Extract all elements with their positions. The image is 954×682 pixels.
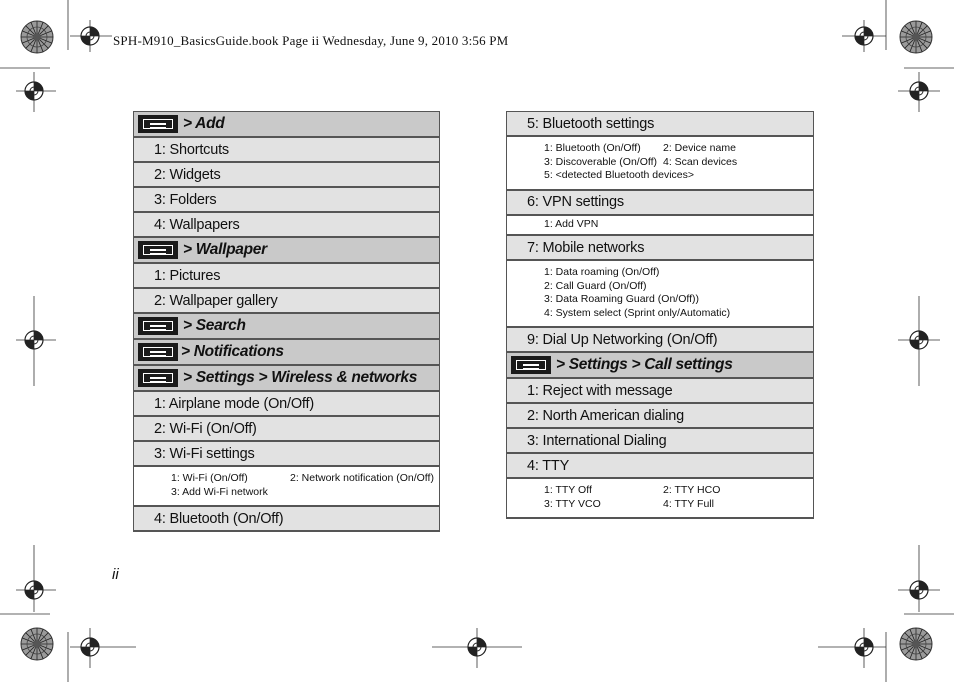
item-label: 4: Wallpapers bbox=[154, 216, 240, 233]
item-label: 2: Widgets bbox=[154, 166, 221, 183]
color-target-icon bbox=[21, 628, 53, 660]
item-label: 7: Mobile networks bbox=[527, 239, 645, 256]
notifications-header-label: > Notifications bbox=[181, 343, 284, 360]
registration-mark-icon bbox=[81, 638, 99, 656]
registration-mark-icon bbox=[910, 331, 928, 349]
registration-mark-icon bbox=[25, 581, 43, 599]
item-label: 2: Wallpaper gallery bbox=[154, 292, 278, 309]
item-label: 3: International Dialing bbox=[527, 432, 667, 449]
registration-mark-icon bbox=[855, 27, 873, 45]
item-label: 1: Shortcuts bbox=[154, 141, 229, 158]
item-label: 1: Reject with message bbox=[527, 382, 673, 399]
search-header-label: > Search bbox=[183, 317, 246, 334]
color-target-icon bbox=[21, 21, 53, 53]
registration-mark-icon bbox=[25, 82, 43, 100]
sub-item: 1: Data roaming (On/Off) bbox=[544, 266, 660, 278]
registration-mark-icon bbox=[81, 27, 99, 45]
sub-item: 4: Scan devices bbox=[663, 155, 738, 168]
add-header-label: > Add bbox=[183, 115, 225, 132]
sub-item: 3: Discoverable (On/Off) bbox=[544, 155, 658, 168]
color-target-icon bbox=[900, 628, 932, 660]
sub-item: 2: Call Guard (On/Off) bbox=[544, 279, 647, 292]
page-number: ii bbox=[112, 566, 119, 583]
sub-item: 3: Add Wi-Fi network bbox=[171, 485, 268, 498]
item-label: 3: Folders bbox=[154, 191, 217, 208]
item-label: 4: Bluetooth (On/Off) bbox=[154, 510, 284, 527]
sub-item: 1: Add VPN bbox=[544, 217, 599, 230]
sub-item: 3: TTY VCO bbox=[544, 497, 601, 510]
item-label: 2: Wi-Fi (On/Off) bbox=[154, 420, 257, 437]
sub-item: 3: Data Roaming Guard (On/Off)) bbox=[544, 293, 700, 305]
item-label: 4: TTY bbox=[527, 457, 570, 474]
item-label: 2: North American dialing bbox=[527, 407, 684, 424]
wallpaper-header-label: > Wallpaper bbox=[183, 241, 267, 258]
wireless-header-label: > Settings > Wireless & networks bbox=[183, 369, 418, 386]
sub-item: 1: TTY Off bbox=[544, 484, 592, 496]
item-label: 3: Wi-Fi settings bbox=[154, 445, 255, 462]
registration-mark-icon bbox=[910, 581, 928, 599]
sub-item: 2: Network notification (On/Off) bbox=[290, 472, 434, 484]
sub-item: 2: TTY HCO bbox=[663, 484, 721, 496]
call-settings-header-label: > Settings > Call settings bbox=[556, 356, 733, 373]
color-target-icon bbox=[900, 21, 932, 53]
sub-item: 5: <detected Bluetooth devices> bbox=[544, 169, 695, 181]
registration-mark-icon bbox=[468, 638, 486, 656]
sub-item: 1: Bluetooth (On/Off) bbox=[544, 142, 641, 154]
registration-mark-icon bbox=[855, 638, 873, 656]
print-header: SPH-M910_BasicsGuide.book Page ii Wednesday, June 9, 2010 3:56 PM bbox=[113, 33, 509, 48]
item-label: 5: Bluetooth settings bbox=[527, 115, 655, 132]
sub-item: 4: TTY Full bbox=[663, 497, 714, 510]
registration-mark-icon bbox=[910, 82, 928, 100]
sub-item: 1: Wi-Fi (On/Off) bbox=[171, 472, 248, 484]
registration-mark-icon bbox=[25, 331, 43, 349]
item-label: 1: Airplane mode (On/Off) bbox=[154, 395, 314, 412]
item-label: 1: Pictures bbox=[154, 267, 221, 284]
item-label: 9: Dial Up Networking (On/Off) bbox=[527, 331, 718, 348]
sub-item: 2: Device name bbox=[663, 142, 736, 154]
sub-item: 4: System select (Sprint only/Automatic) bbox=[544, 306, 731, 319]
item-label: 6: VPN settings bbox=[527, 194, 624, 210]
